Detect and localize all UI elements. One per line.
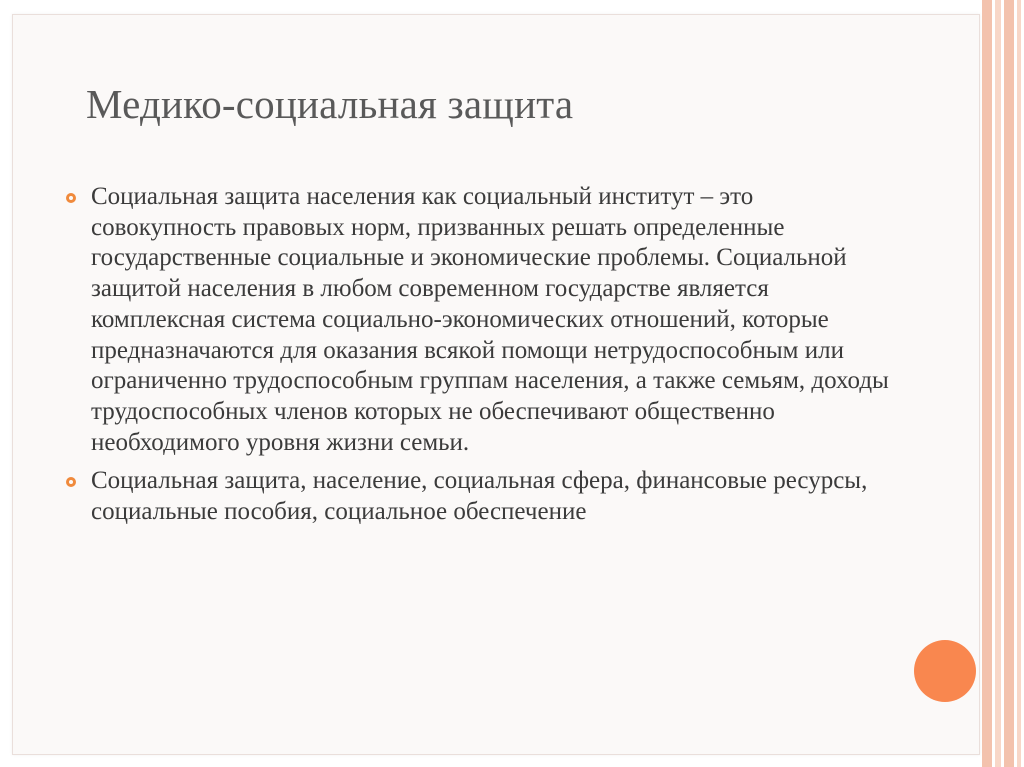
- decorative-orange-circle: [914, 640, 976, 702]
- bullet-text: Социальная защита, население, социальная сфера, финансовые ресурсы, социальные пособия, социальное обеспечение: [91, 467, 868, 526]
- bullet-item: [66, 466, 902, 527]
- stripe: [1017, 0, 1021, 767]
- bullet-icon: [66, 477, 76, 487]
- bullet-icon: [66, 193, 76, 203]
- bullet-text: Социальная защита населения как социальный институт – это совокупность правовых норм, призванных решать определенные государственные социальные и экономические проблемы. Социальной защитой населения в любом современном государстве является комплексная система социально-экономических отношений, которые предназначаются для оказания всякой помощи нетрудоспособным или ограниченно трудоспособным группам населения, а также семьям, доходы трудоспособных членов которых не обеспечивают общественно необходимого уровня жизни семьи.: [91, 183, 889, 456]
- stripe: [982, 0, 992, 767]
- slide-title: Медико-социальная защита: [86, 81, 574, 127]
- bullet-item: [66, 182, 902, 458]
- stripe: [995, 0, 1001, 767]
- bullet-list: [66, 182, 902, 536]
- decorative-stripes: [980, 0, 1024, 767]
- stripe: [1004, 0, 1014, 767]
